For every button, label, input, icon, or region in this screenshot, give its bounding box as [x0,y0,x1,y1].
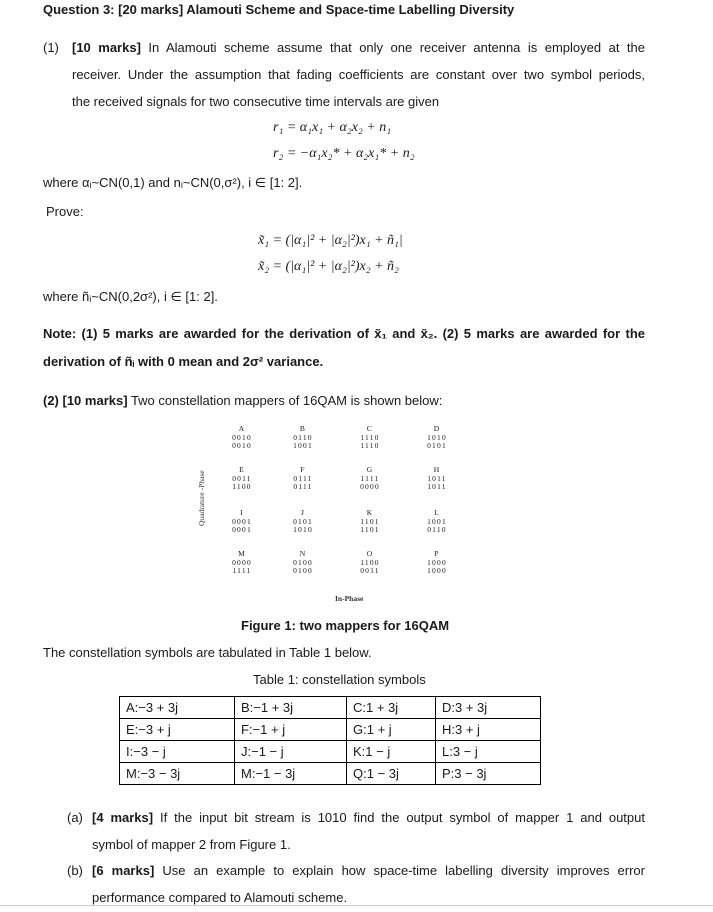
table-cell: F:−1 + j [235,719,347,741]
equation-r2: r₂ = −α₁x₂* + α₂x₁* + n₂ [273,146,415,161]
mapper2-bits: 1001 [293,441,313,450]
constellation-figure [195,418,495,604]
question-a-line1 [92,810,645,825]
constellation-point [283,425,323,451]
point-label: M [238,549,246,558]
mapper1-bits: 1011 [427,473,447,483]
point-label: H [433,465,441,474]
question-a-line2: symbol of mapper 2 from Figure 1. [92,837,291,852]
figure-caption: Figure 1: two mappers for 16QAM [241,618,450,633]
note-line1: Note: (1) 5 marks are awarded for the derivation of x̃₁ and x̃₂. (2) 5 marks are awarded for the [43,326,645,341]
constellation-point [417,466,457,492]
point-label: G [366,465,374,474]
constellation-point [350,466,390,492]
figure-y-axis-label: Quadrature -Phase [197,470,206,526]
mapper1-bits: 0000 [232,557,252,567]
table-cell: K:1 − j [347,741,436,763]
mapper1-bits: 1010 [427,432,447,442]
point-label: D [433,424,441,433]
note-line2: derivation of ñᵢ with 0 mean and 2σ² variance. [43,354,324,369]
question-title: Question 3: [20 marks] Alamouti Scheme and Space-time Labelling Diversity [43,2,515,17]
constellation-point [222,425,262,451]
where-alpha-noise: where αᵢ~CN(0,1) and nᵢ~CN(0,σ²), i ∈ [1: 2]. [43,175,303,190]
mapper1-bits: 1110 [360,432,380,442]
point-label: B [299,424,307,433]
mapper1-bits: 0111 [293,473,313,483]
constellation-point [222,550,262,576]
table-cell: A:−3 + 3j [120,697,235,719]
table-cell: B:−1 + 3j [235,697,347,719]
table-cell: E:−3 + j [120,719,235,741]
mapper2-bits: 0111 [293,482,313,491]
mapper2-bits: 1111 [232,566,252,575]
constellation-table [119,696,541,785]
question-b-line1 [92,863,645,878]
question-b-line2: performance compared to Alamouti scheme. [92,890,348,905]
part1-line3: the received signals for two consecutive time intervals are given [72,94,440,109]
part1-line1-text: In Alamouti scheme assume that only one receiver antenna is employed at the [148,40,645,55]
table-cell: H:3 + j [436,719,541,741]
mapper2-bits: 1110 [360,441,380,450]
mapper2-bits: 0001 [232,525,252,534]
constellation-point [222,509,262,535]
mapper2-bits: 0011 [360,566,380,575]
mapper1-bits: 0100 [293,557,313,567]
question-b-marks: [6 marks] [92,863,155,878]
point-label: O [366,549,374,558]
constellation-point [417,425,457,451]
table-row [120,719,541,741]
mapper2-bits: 0100 [293,566,313,575]
part1-line1 [72,40,645,55]
point-label: N [299,549,307,558]
page-bottom-divider [0,905,713,906]
table-row [120,763,541,785]
mapper1-bits: 1100 [360,557,380,567]
equation-x1: x̃₁ = (|α₁|² + |α₂|²)x₁ + ñ₁| [258,233,403,248]
mapper2-bits: 1010 [293,525,313,534]
equation-x2: x̃₂ = (|α₁|² + |α₂|²)x₂ + ñ₂ [258,259,399,274]
question-a-text: If the input bit stream is 1010 find the output symbol of mapper 1 and output [160,810,645,825]
mapper2-bits: 0101 [427,441,447,450]
part1-marks: [10 marks] [72,40,141,55]
mapper2-bits: 0010 [232,441,252,450]
figure-x-axis-label: In-Phase [335,594,364,603]
point-label: F [300,465,306,474]
table-caption: Table 1: constellation symbols [253,672,426,687]
question-b-text: Use an example to explain how space-time labelling diversity improves error [162,863,645,878]
table-cell: Q:1 − 3j [347,763,436,785]
part1-number: (1) [43,40,59,55]
constellation-point [283,550,323,576]
constellation-point [417,550,457,576]
table-cell: M:−1 − 3j [235,763,347,785]
mapper2-bits: 1101 [360,525,380,534]
constellation-point [283,466,323,492]
table-cell: I:−3 − j [120,741,235,763]
point-label: L [434,508,440,517]
table-cell: J:−1 − j [235,741,347,763]
where-noise-tilde: where ñᵢ~CN(0,2σ²), i ∈ [1: 2]. [43,289,218,304]
table-cell: C:1 + 3j [347,697,436,719]
mapper1-bits: 1000 [427,557,447,567]
point-label: A [238,424,246,433]
mapper2-bits: 1100 [232,482,252,491]
mapper1-bits: 1111 [360,473,380,483]
point-label: J [300,508,306,517]
table-cell: M:−3 − 3j [120,763,235,785]
constellation-point [417,509,457,535]
question-a-label: (a) [67,810,83,825]
tabulated-text: The constellation symbols are tabulated in Table 1 below. [43,645,372,660]
point-label: E [239,465,245,474]
mapper2-bits: 1000 [427,566,447,575]
mapper1-bits: 0010 [232,432,252,442]
table-cell: G:1 + j [347,719,436,741]
constellation-point [350,425,390,451]
mapper2-bits: 0110 [427,525,447,534]
constellation-point [350,509,390,535]
equation-r1: r₁ = α₁x₁ + α₂x₂ + n₁ [273,120,392,135]
table-cell: D:3 + 3j [436,697,541,719]
mapper1-bits: 0110 [293,432,313,442]
constellation-point [350,550,390,576]
point-label: I [240,508,244,517]
table-cell: L:3 − j [436,741,541,763]
point-label: K [366,508,374,517]
mapper1-bits: 1101 [360,516,380,526]
mapper1-bits: 0001 [232,516,252,526]
part1-line2: receiver. Under the assumption that fading coefficients are constant over two symbol periods, [72,67,645,82]
part2-intro [43,393,442,408]
mapper2-bits: 0000 [360,482,380,491]
mapper1-bits: 1001 [427,516,447,526]
table-row [120,697,541,719]
mapper2-bits: 1011 [427,482,447,491]
question-a-marks: [4 marks] [92,810,154,825]
part2-intro-text: Two constellation mappers of 16QAM is shown below: [130,393,443,408]
mapper1-bits: 0101 [293,516,313,526]
part2-marks: (2) [10 marks] [43,393,128,408]
constellation-point [222,466,262,492]
prove-label: Prove: [46,204,84,219]
point-label: P [434,549,440,558]
table-cell: P:3 − 3j [436,763,541,785]
question-b-label: (b) [67,863,83,878]
constellation-point [283,509,323,535]
table-row [120,741,541,763]
point-label: C [366,424,374,433]
mapper1-bits: 0011 [232,473,252,483]
